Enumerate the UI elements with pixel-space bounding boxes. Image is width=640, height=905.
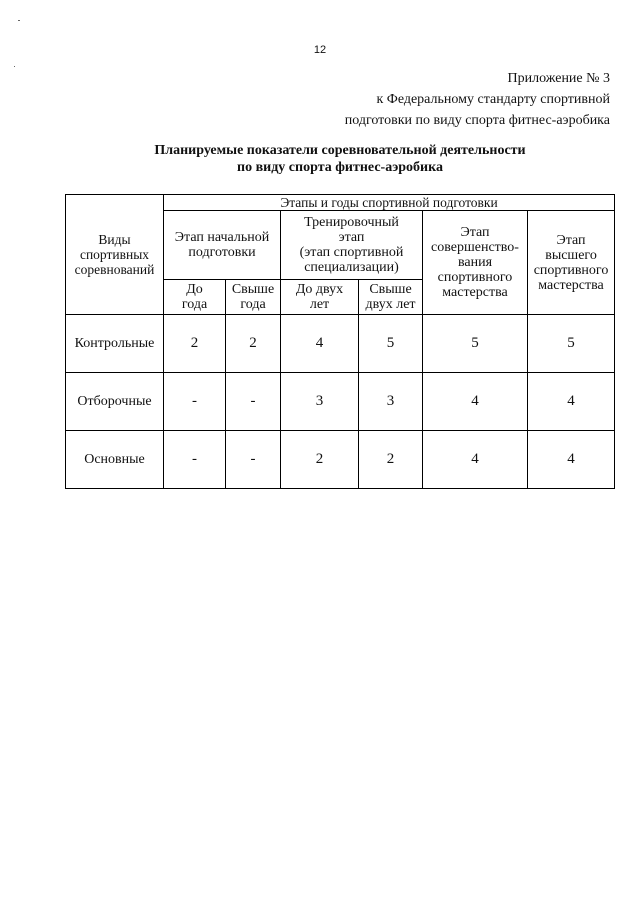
appendix-line-2: к Федеральному стандарту спортивной [376, 92, 610, 107]
table-cell: 4 [281, 315, 359, 373]
table-cell: 2 [226, 315, 281, 373]
table-row [66, 431, 615, 489]
table-cell: 5 [528, 315, 615, 373]
header-year-under-one: До года [164, 280, 226, 315]
header-stage-perfection: Этап совершенство- вания спортивного мастерства [423, 211, 528, 315]
header-stage-training: Тренировочный этап (этап спортивной специализации) [281, 211, 423, 280]
table-row [66, 315, 615, 373]
appendix-line-1: Приложение № 3 [507, 71, 610, 86]
title-line-2: по виду спорта фитнес-аэробика [237, 160, 443, 175]
header-competition-types: Виды спортивных соревнований [66, 195, 164, 315]
row-label: Контрольные [66, 315, 164, 373]
document-title [0, 142, 640, 176]
table-cell: 2 [281, 431, 359, 489]
table-cell: 5 [423, 315, 528, 373]
table-cell: 5 [359, 315, 423, 373]
table-cell: 4 [423, 373, 528, 431]
table-cell: 3 [359, 373, 423, 431]
appendix-line-3: подготовки по виду спорта фитнес-аэробика [344, 113, 610, 128]
scan-speck [18, 20, 20, 21]
table-cell: 3 [281, 373, 359, 431]
table-cell: - [226, 431, 281, 489]
table-row [66, 373, 615, 431]
header-stages-and-years: Этапы и годы спортивной подготовки [164, 195, 615, 211]
header-year-over-one: Свыше года [226, 280, 281, 315]
table-cell: 2 [164, 315, 226, 373]
table-cell: - [226, 373, 281, 431]
title-line-1: Планируемые показатели соревновательной деятельности [154, 143, 526, 158]
table-cell: 4 [528, 373, 615, 431]
row-label: Отборочные [66, 373, 164, 431]
row-label: Основные [66, 431, 164, 489]
appendix-reference [310, 68, 610, 131]
header-year-under-two: До двух лет [281, 280, 359, 315]
header-row-stages [66, 195, 615, 211]
page-number: 12 [313, 44, 327, 56]
header-year-over-two: Свыше двух лет [359, 280, 423, 315]
competition-indicators-table [65, 194, 615, 489]
header-stage-initial: Этап начальной подготовки [164, 211, 281, 280]
scan-speck [14, 66, 15, 67]
table-cell: - [164, 431, 226, 489]
table-cell: 2 [359, 431, 423, 489]
table-cell: - [164, 373, 226, 431]
header-stage-higher-mastery: Этап высшего спортивного мастерства [528, 211, 615, 315]
table-cell: 4 [423, 431, 528, 489]
table-cell: 4 [528, 431, 615, 489]
